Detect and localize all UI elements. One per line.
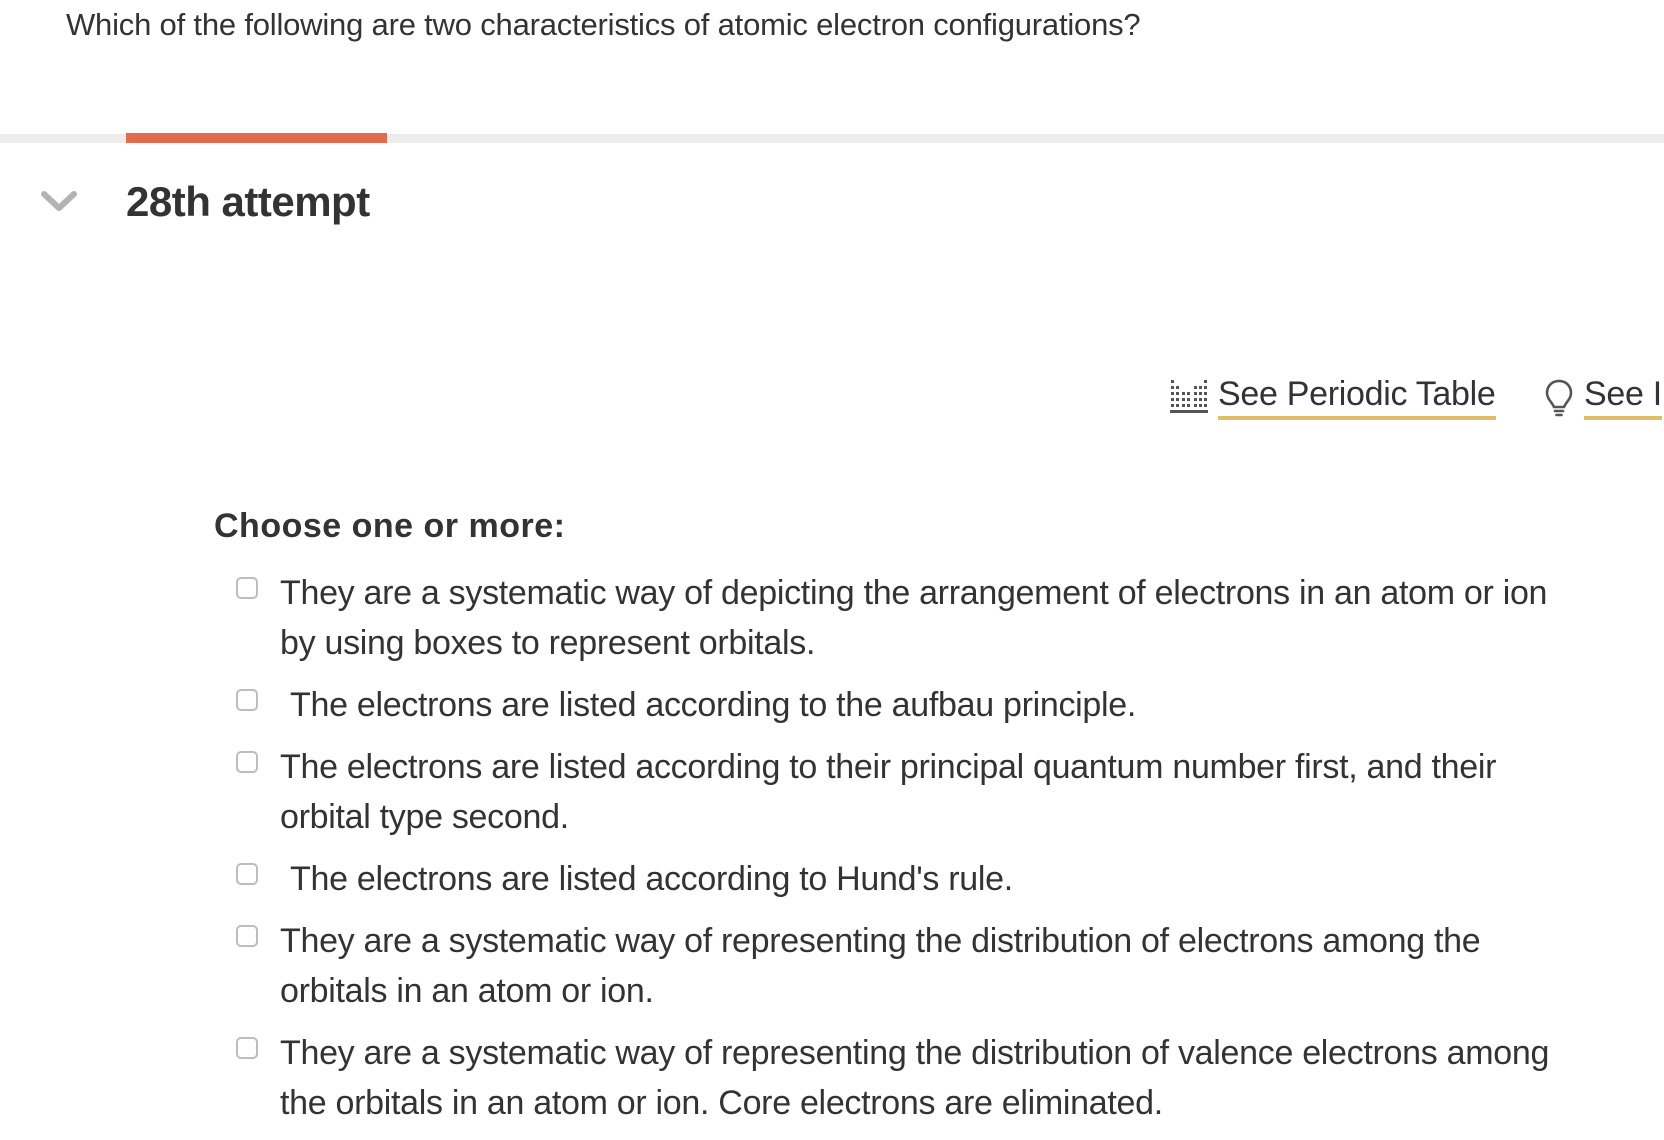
answer-checkbox-4[interactable]	[236, 863, 258, 885]
answer-option-text: The electrons are listed according to their principal quantum number first, and their orbital type second.	[280, 748, 1497, 836]
periodic-table-icon	[1170, 378, 1208, 419]
answer-checkbox-5[interactable]	[236, 925, 258, 947]
see-hint-label[interactable]: See I	[1584, 372, 1662, 420]
answer-option-text: They are a systematic way of representing the distribution of electrons among the orbitals in an atom or ion.	[280, 922, 1481, 1010]
progress-fill	[126, 133, 387, 143]
answer-checkbox-2[interactable]	[236, 689, 258, 711]
choose-instruction: Choose one or more:	[214, 507, 566, 545]
answer-option-4[interactable]	[236, 854, 1576, 904]
chevron-down-icon[interactable]	[40, 188, 78, 218]
answer-option-text: The electrons are listed according to the aufbau principle.	[290, 686, 1137, 724]
answer-option-text: The electrons are listed according to Hund's rule.	[290, 860, 1013, 898]
answer-option-6[interactable]	[236, 1028, 1576, 1128]
see-hint-link[interactable]	[1544, 372, 1662, 428]
answer-checkbox-1[interactable]	[236, 577, 258, 599]
lightbulb-icon	[1544, 378, 1574, 423]
answer-option-2[interactable]	[236, 680, 1576, 730]
attempt-title: 28th attempt	[126, 178, 370, 225]
see-periodic-table-link[interactable]	[1170, 372, 1496, 428]
question-text: Which of the following are two characteristics of atomic electron configurations?	[66, 7, 1141, 42]
answer-option-1[interactable]	[236, 568, 1576, 668]
answer-options	[236, 568, 1576, 1140]
answer-option-text: They are a systematic way of depicting the arrangement of electrons in an atom or ion by using boxes to represent orbitals.	[280, 574, 1548, 662]
answer-option-3[interactable]	[236, 742, 1576, 842]
see-periodic-table-label[interactable]: See Periodic Table	[1218, 372, 1496, 420]
answer-option-5[interactable]	[236, 916, 1576, 1016]
answer-option-text: They are a systematic way of representing the distribution of valence electrons among the orbitals in an atom or ion. Core electrons are eliminated.	[280, 1034, 1550, 1122]
answer-checkbox-3[interactable]	[236, 751, 258, 773]
answer-checkbox-6[interactable]	[236, 1037, 258, 1059]
